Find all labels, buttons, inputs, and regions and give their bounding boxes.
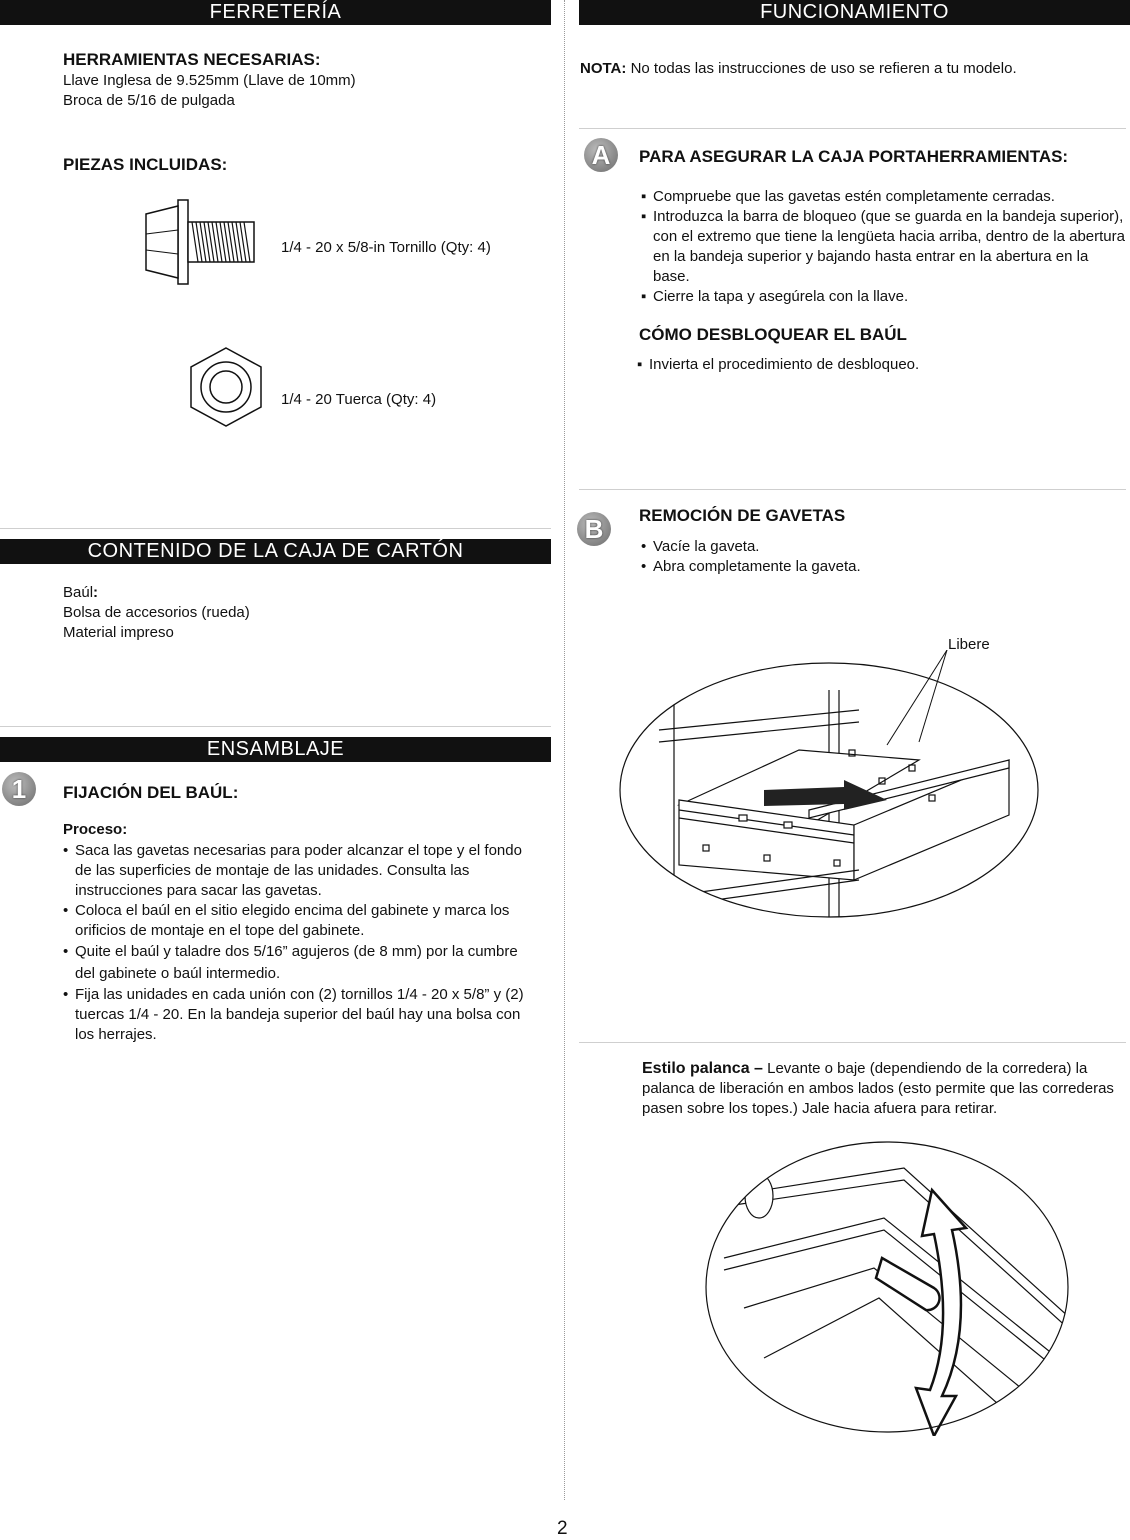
nut-illustration (186, 345, 266, 429)
process-label: Proceso: (63, 821, 128, 838)
funcionamiento-header: FUNCIONAMIENTO (579, 0, 1130, 25)
note-text: No todas las instrucciones de uso se refieren a tu modelo. (630, 60, 1017, 77)
page-number: 2 (557, 1518, 568, 1539)
divider (579, 489, 1126, 490)
ferreteria-header: FERRETERÍA (0, 0, 551, 25)
note (580, 59, 1017, 79)
bolt-illustration (140, 198, 260, 288)
column-divider (564, 0, 565, 1500)
divider (0, 528, 551, 529)
lever-style-description (642, 1059, 1128, 1119)
tools-heading: HERRAMIENTAS NECESARIAS: (63, 50, 321, 69)
lever-style-label: Estilo palanca – (642, 1060, 763, 1077)
release-callout: Libere (948, 636, 990, 653)
drawer-removal-illustration (619, 650, 1039, 960)
content-item: Baúl: (63, 584, 99, 601)
section-a-heading: PARA ASEGURAR LA CAJA PORTAHERRAMIENTAS: (639, 147, 1069, 166)
section-b-badge: B (577, 512, 611, 546)
list-item: ▪ Compruebe que las gavetas estén completamente cerradas. (641, 187, 1129, 207)
section-a-badge: A (584, 138, 618, 172)
section-a-steps (641, 187, 1129, 307)
section-b-steps (641, 537, 1121, 577)
list-item: • Vacíe la gaveta. (641, 537, 1121, 557)
divider (579, 1042, 1126, 1043)
assembly-steps (63, 841, 541, 1045)
lever-release-illustration (704, 1138, 1070, 1436)
tool-item: Llave Inglesa de 9.525mm (Llave de 10mm) (63, 72, 356, 89)
note-label: NOTA: (580, 60, 627, 77)
lever-style-text: Levante o baje (dependiendo de la corredera) la palanca de liberación en ambos lados (esto permite que las correderas pasen sobre los topes.) Jale hacia afuera para retirar. (642, 1060, 1114, 1117)
list-item: • Quite el baúl y taladre dos 5/16” agujeros (de 8 mm) por la cumbre del gabinete o baúl intermedio. (63, 941, 541, 985)
list-item: ▪ Introduzca la barra de bloqueo (que se guarda en la bandeja superior), con el extremo que tiene la lengüeta hacia arriba, dentro de la abertura en la bandeja superior y bajando hasta entrar en la abertura en la base. (641, 207, 1129, 287)
divider (579, 128, 1126, 129)
section-b-heading: REMOCIÓN DE GAVETAS (639, 506, 846, 525)
unlock-steps (637, 355, 1117, 375)
ensamblaje-header: ENSAMBLAJE (0, 737, 551, 762)
list-item: ▪ Cierre la tapa y asegúrela con la llave. (641, 287, 1129, 307)
parts-heading: PIEZAS INCLUIDAS: (63, 155, 228, 174)
content-item: Material impreso (63, 624, 174, 641)
list-item: ▪ Invierta el procedimiento de desbloqueo. (637, 355, 1117, 375)
list-item: • Saca las gavetas necesarias para poder alcanzar el tope y el fondo de las superficies de montaje de las unidades. Consulta las instrucciones para sacar las gavetas. (63, 841, 541, 901)
step-number-badge: 1 (2, 772, 36, 806)
bolt-label: 1/4 - 20 x 5/8-in Tornillo (Qty: 4) (281, 239, 491, 256)
contenido-header: CONTENIDO DE LA CAJA DE CARTÓN (0, 539, 551, 564)
content-item: Bolsa de accesorios (rueda) (63, 604, 250, 621)
list-item: • Coloca el baúl en el sitio elegido encima del gabinete y marca los orificios de montaje en el tope del gabinete. (63, 901, 541, 941)
tool-item: Broca de 5/16 de pulgada (63, 92, 235, 109)
nut-label: 1/4 - 20 Tuerca (Qty: 4) (281, 391, 437, 408)
list-item: • Abra completamente la gaveta. (641, 557, 1121, 577)
assembly-heading: FIJACIÓN DEL BAÚL: (63, 783, 239, 802)
list-item: • Fija las unidades en cada unión con (2) tornillos 1/4 - 20 x 5/8” y (2) tuercas 1/4 - 20. En la bandeja superior del baúl hay una bolsa con los herrajes. (63, 985, 541, 1045)
unlock-heading: CÓMO DESBLOQUEAR EL BAÚL (639, 325, 907, 344)
divider (0, 726, 551, 727)
